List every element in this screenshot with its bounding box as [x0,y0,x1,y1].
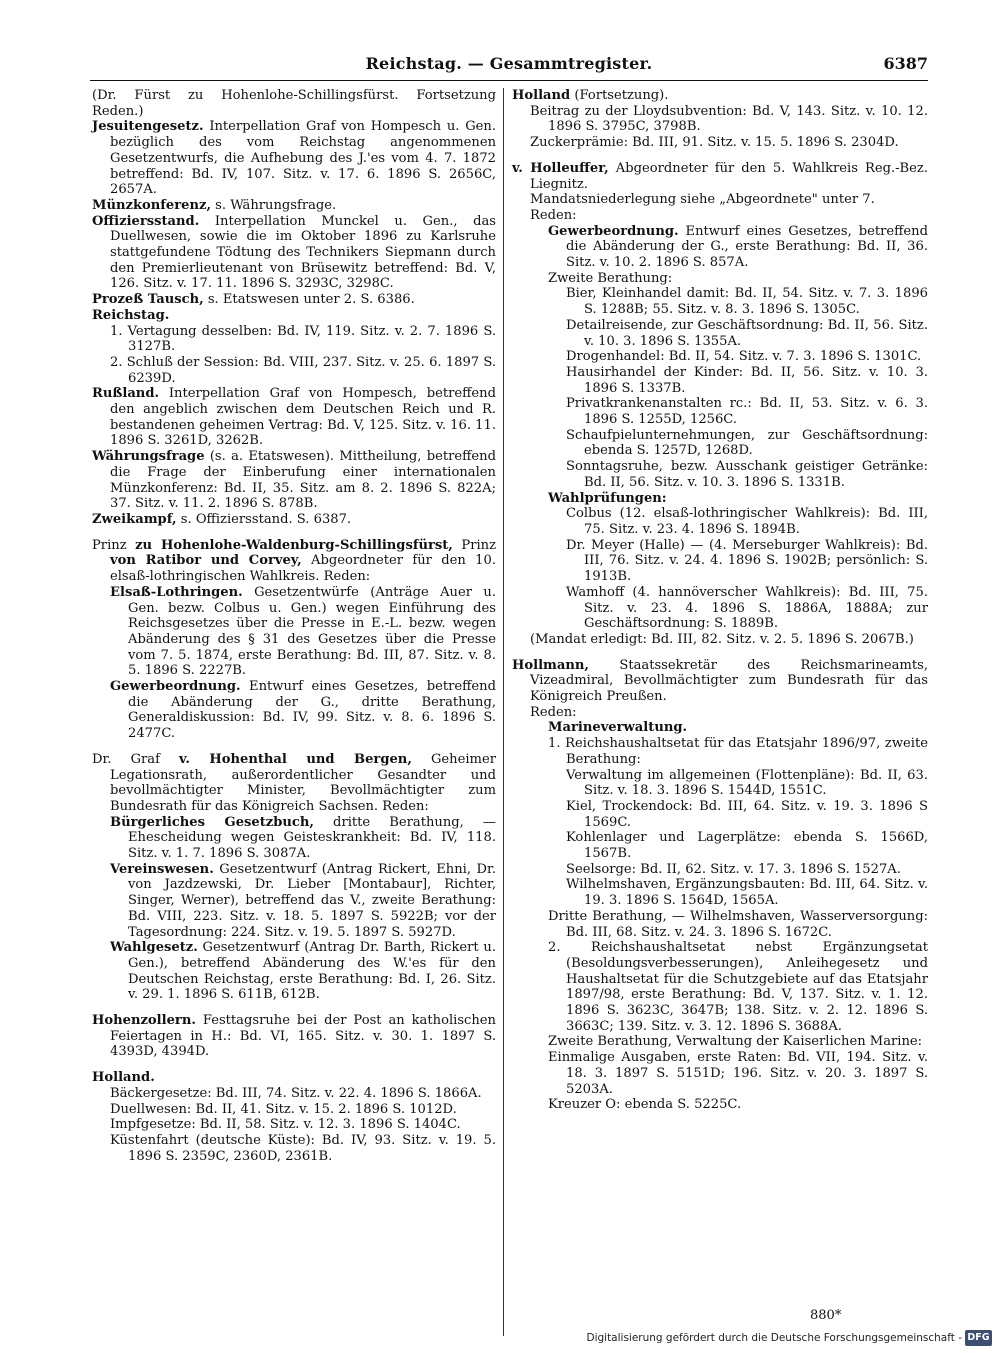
index-line: Gewerbeordnung. Entwurf eines Gesetzes, betreffend die Abänderung der G., erste Berathung: Bd. II, 36. Sitz. v. 10. 2. 1896 S. 857A. [548,223,928,271]
index-line: Vereinswesen. Gesetzentwurf (Antrag Rickert, Ehni, Dr. von Jazdzewski, Dr. Lieber [Montabaur], Richter, Singer, Werner), betreffend das V., zweite Berathung: Bd. VIII, 223. Sitz. v. 18. 5. 1897 S. 5922B; vor der Tagesordnung: 224. Sitz. v. 19. 5. 1897 S. 5927D. [110,861,496,940]
index-subline: Einmalige Ausgaben, erste Raten: Bd. VII, 194. Sitz. v. 18. 3. 1897 S. 5151D; 196. Sitz. v. 20. 3. 1897 S. 5203A. [548,1050,928,1097]
signature-mark: 880* [810,1308,842,1323]
index-subline: Mandatsniederlegung siehe „Abgeordnete" unter 7. [530,192,875,208]
index-subline: Kreuzer O: ebenda S. 5225C. [548,1097,742,1113]
spacer [92,528,496,538]
entry-heading: Hollmann, Staatssekretär des Reichsmarineamts, Vizeadmiral, Bevollmächtigter zum Bundesrath für das Königreich Preußen. [512,657,928,705]
index-subline: Zuckerprämie: Bd. III, 91. Sitz. v. 15. 5. 1896 S. 2304D. [530,135,899,151]
index-subline: Detailreisende, zur Geschäftsordnung: Bd. II, 56. Sitz. v. 10. 3. 1896 S. 1355A. [566,317,928,349]
index-line: Münzkonferenz, s. Währungsfrage. [92,197,337,213]
index-subline: Impfgesetze: Bd. II, 58. Sitz. v. 12. 3. 1896 S. 1404C. [110,1117,461,1133]
index-subline: Kohlenlager und Lagerplätze: ebenda S. 1566D, 1567B. [566,830,928,862]
page-number: 6387 [883,54,928,73]
index-subline: Seelsorge: Bd. II, 62. Sitz. v. 17. 3. 1896 S. 1527A. [566,861,901,877]
index-line: Zweikampf, s. Offiziersstand. S. 6387. [92,511,352,527]
index-line: Wahlgesetz. Gesetzentwurf (Antrag Dr. Barth, Rickert u. Gen.), betreffend Abänderung des W.'es für den Deutschen Reichstag, erste Berathung: Bd. I, 26. Sitz. v. 29. 1. 1896 S. 611B, 612B. [110,940,496,1003]
index-line: Jesuitengesetz. Interpellation Graf von Hompesch u. Gen. bezüglich des vom Reichstag angenommenen Gesetzentwurfs, die Aufhebung des J.'es vom 4. 7. 1872 betreffend: Bd. IV, 107. Sitz. v. 17. 6. 1896 S. 2656C, 2657A. [92,119,496,198]
index-line: Gewerbeordnung. Entwurf eines Gesetzes, betreffend die Abänderung der G., dritte Berathung, Generaldiskussion: Bd. IV, 99. Sitz. v. 8. 6. 1896 S. 2477C. [110,679,496,742]
left-column [92,88,496,1164]
entry-heading: Prinz zu Hohenlohe-Waldenburg-Schillingsfürst, Prinz von Ratibor und Corvey, Abgeordneter für den 10. elsaß-lothringischen Wahlkreis. Reden: [92,537,496,585]
index-subline: Küstenfahrt (deutsche Küste): Bd. IV, 93. Sitz. v. 19. 5. 1896 S. 2359C, 2360D, 2361B. [110,1133,496,1164]
index-subline: (Mandat erledigt: Bd. III, 82. Sitz. v. 2. 5. 1896 S. 2067B.) [530,631,914,647]
index-subline: Sonntagsruhe, bezw. Ausschank geistiger Getränke: Bd. II, 56. Sitz. v. 10. 3. 1896 S. 1331B. [566,459,928,490]
index-subline: Dr. Meyer (Halle) — (4. Merseburger Wahlkreis): Bd. III, 76. Sitz. v. 24. 4. 1896 S. 1902B; persönlich: S. 1913B. [566,537,928,585]
entry-heading: Dr. Graf v. Hohenthal und Bergen, Geheimer Legationsrath, außerordentlicher Gesandter und bevollmächtigter Minister, Bevollmächtigter zum Bundesrath für das Königreich Sachsen. Reden: [92,751,496,814]
index-subline: 2. Schluß der Session: Bd. VIII, 237. Sitz. v. 25. 6. 1897 S. 6239D. [110,354,496,386]
entry-heading: Holland (Fortsetzung). [512,88,669,103]
index-subline: Kiel, Trockendock: Bd. III, 64. Sitz. v. 19. 3. 1896 S 1569C. [566,798,928,830]
index-subline: Hausirhandel der Kinder: Bd. II, 56. Sitz. v. 10. 3. 1896 S. 1337B. [566,364,928,396]
dfg-logo: DFG [965,1330,992,1346]
header-rule [90,80,928,81]
index-subline: Verwaltung im allgemeinen (Flottenpläne): Bd. II, 63. Sitz. v. 18. 3. 1896 S. 1544D, 1551C. [566,767,928,799]
index-line: Prozeß Tausch, s. Etatswesen unter 2. S. 6386. [92,292,415,308]
column-divider [503,88,504,1336]
index-subline: Schaufpielunternehmungen, zur Geschäftsordnung: ebenda S. 1257D, 1268D. [566,427,928,459]
running-header [90,54,928,78]
index-subline: Duellwesen: Bd. II, 41. Sitz. v. 15. 2. 1896 S. 1012D. [110,1101,457,1117]
index-subline: Beitrag zu der Lloydsubvention: Bd. V, 143. Sitz. v. 10. 12. 1896 S. 3795C, 3798B. [530,103,928,135]
index-subline: Reden: [530,207,577,223]
index-subline: 1. Reichshaushaltsetat für das Etatsjahr 1896/97, zweite Berathung: [548,736,928,767]
index-subline: Colbus (12. elsaß-lothringischer Wahlkreis): Bd. III, 75. Sitz. v. 23. 4. 1896 S. 1894B. [566,506,928,537]
index-line: Reichstag. [92,307,170,323]
spacer [92,1003,496,1013]
index-subline: Zweite Berathung: [548,270,673,286]
spacer [92,1060,496,1070]
index-line: Währungsfrage (s. a. Etatswesen). Mittheilung, betreffend die Frage der Einberufung einer internationalen Münzkonferenz: Bd. II, 35. Sitz. am 8. 2. 1896 S. 822A; 37. Sitz. v. 11. 2. 1896 S. 878B. [92,449,496,512]
entry-heading: (Dr. Fürst zu Hohenlohe-Schillingsfürst. Fortsetzung Reden.) [92,88,496,119]
index-subline: Privatkrankenanstalten rc.: Bd. II, 53. Sitz. v. 6. 3. 1896 S. 1255D, 1256C. [566,396,928,428]
index-line: Elsaß-Lothringen. Gesetzentwürfe (Anträge Auer u. Gen. bezw. Colbus u. Gen.) wegen Einführung des Reichsgesetzes über die Presse in E.-L. bezw. wegen Abänderung des § 31 des Gesetzes über die Presse vom 7. 5. 1874, erste Berathung: Bd. III, 87. Sitz. v. 8. 5. 1896 S. 2227B. [110,584,496,679]
entry-heading: v. Holleuffer, Abgeordneter für den 5. Wahlkreis Reg.-Bez. Liegnitz. [512,160,928,192]
spacer [512,648,928,658]
index-subline: 1. Vertagung desselben: Bd. IV, 119. Sitz. v. 2. 7. 1896 S. 3127B. [110,323,496,355]
index-subline: Bier, Kleinhandel damit: Bd. II, 54. Sitz. v. 7. 3. 1896 S. 1288B; 55. Sitz. v. 8. 3. 1896 S. 1305C. [566,286,928,318]
index-line: Offiziersstand. Interpellation Munckel u. Gen., das Duellwesen, sowie die im Oktober 1896 zu Karlsruhe stattgefundene Tödtung des Technikers Siepmann durch den Premierlieutenant von Brüsewitz betreffend: Bd. V, 126. Sitz. v. 17. 11. 1896 S. 3293C, 3298C. [92,213,496,292]
index-subline: 2. Reichshaushaltsetat nebst Ergänzungsetat (Besoldungsverbesserungen), Anleihegesetz und Haushaltsetat für die Schutzgebiete auf das Etatsjahr 1897/98, erste Berathung: Bd. V, 137. Sitz. v. 1. 12. 1896 S. 3623C, 3647B; 138. Sitz. v. 2. 12. 1896 S. 3663C; 139. Sitz. v. 3. 12. 1896 S. 3688A. [548,940,928,1034]
footer-text: Digitalisierung gefördert durch die Deutsche Forschungsgemeinschaft - [586,1332,962,1344]
index-subline: Wilhelmshaven, Ergänzungsbauten: Bd. III, 64. Sitz. v. 19. 3. 1896 S. 1564D, 1565A. [566,877,928,909]
index-subline: Reden: [530,704,577,720]
index-subline: Drogenhandel: Bd. II, 54. Sitz. v. 7. 3. 1896 S. 1301C. [566,349,922,365]
spacer [512,151,928,161]
index-line: Wahlprüfungen: [548,490,667,506]
index-line: Marineverwaltung. [548,720,688,736]
index-subline: Bäckergesetze: Bd. III, 74. Sitz. v. 22. 4. 1896 S. 1866A. [110,1085,482,1101]
index-line: Bürgerliches Gesetzbuch, dritte Berathung, — Ehescheidung wegen Geisteskrankheit: Bd. IV, 118. Sitz. v. 1. 7. 1896 S. 3087A. [110,814,496,862]
index-subline: Zweite Berathung, Verwaltung der Kaiserlichen Marine: [548,1034,923,1050]
entry-heading: Holland. [92,1070,155,1086]
index-subline: Wamhoff (4. hannöverscher Wahlkreis): Bd. III, 75. Sitz. v. 23. 4. 1896 S. 1886A, 1888A; zur Geschäftsordnung: S. 1889B. [566,584,928,632]
footer-credit [586,1329,992,1349]
right-column [512,88,928,1113]
entry-heading: Hohenzollern. Festtagsruhe bei der Post an katholischen Feiertagen in H.: Bd. VI, 165. Sitz. v. 30. 1. 1897 S. 4393D, 4394D. [92,1013,496,1060]
spacer [92,742,496,752]
header-title: Reichstag. — Gesammtregister. [365,54,653,73]
index-subline: Dritte Berathung, — Wilhelmshaven, Wasserversorgung: Bd. III, 68. Sitz. v. 24. 3. 1896 S. 1672C. [548,908,928,940]
index-line: Rußland. Interpellation Graf von Hompesch, betreffend den angeblich zwischen dem Deutschen Reich und R. bestandenen geheimen Vertrag: Bd. V, 125. Sitz. v. 16. 11. 1896 S. 3261D, 3262B. [92,386,496,449]
